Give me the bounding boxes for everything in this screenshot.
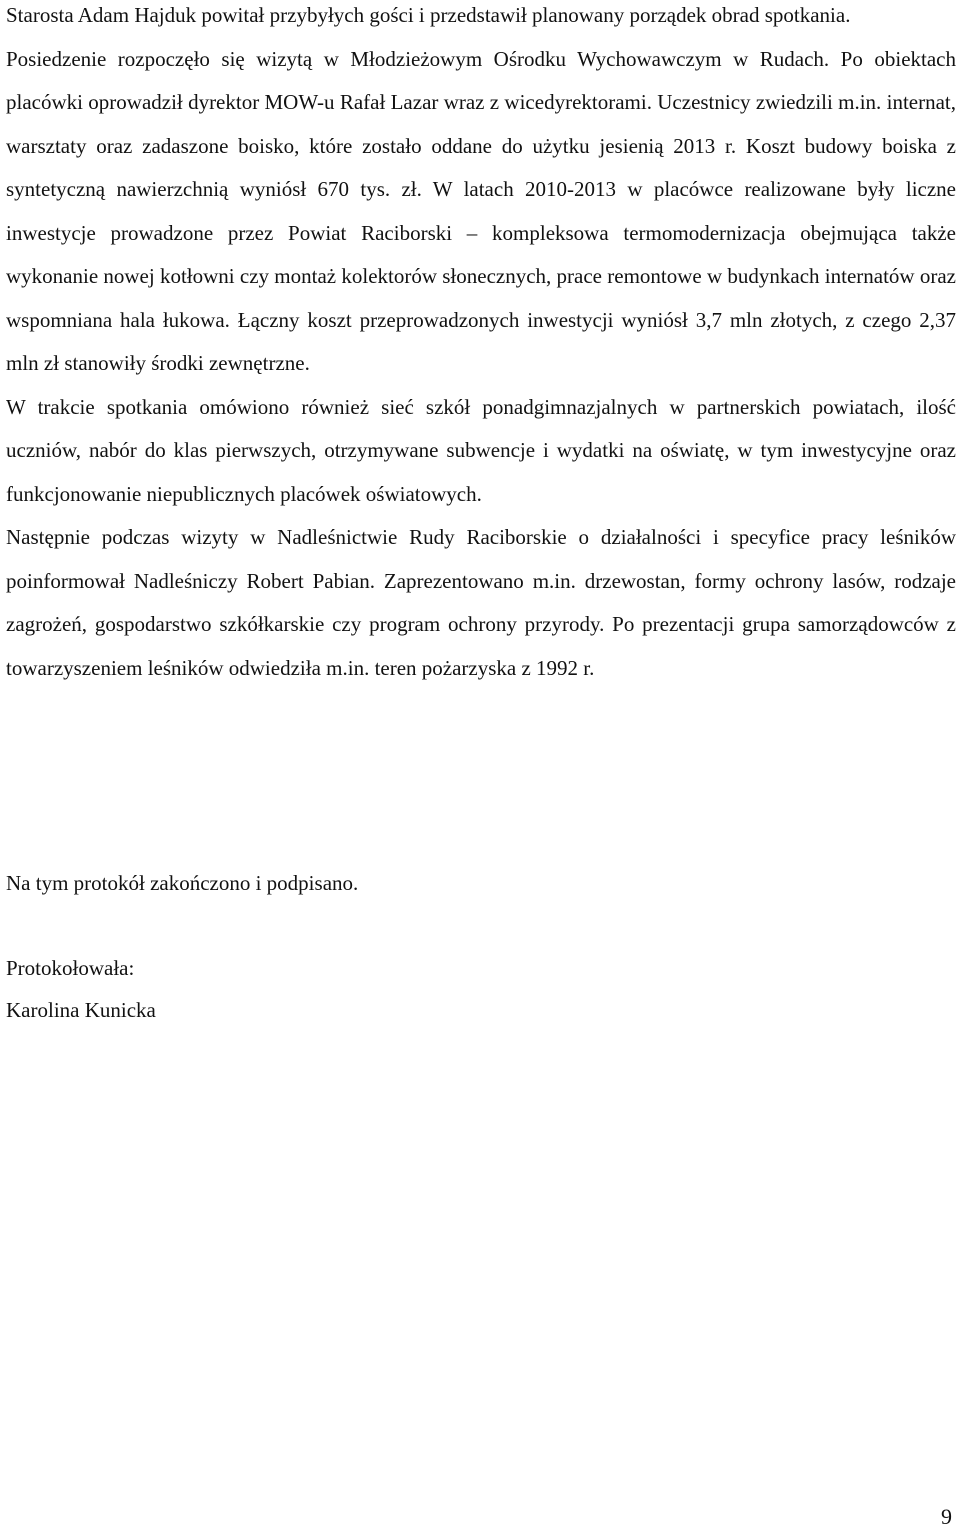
- signature-label: Protokołowała:: [6, 956, 135, 980]
- closing-statement: Na tym protokół zakończono i podpisano.: [6, 871, 359, 895]
- signature-name: Karolina Kunicka: [6, 998, 156, 1022]
- paragraph-opening: Starosta Adam Hajduk powitał przybyłych gości i przedstawił planowany porządek obrad spotkania.: [6, 3, 851, 27]
- page-number: 9: [941, 1504, 952, 1529]
- paragraph-forestry: Następnie podczas wizyty w Nadleśnictwie Rudy Raciborskie o działalności i specyfice pracy leśników poinformował Nadleśniczy Robert Pabian. Zaprezentowano m.in. drzewostan, formy ochrony lasów, rodzaje zagrożeń, gospodarstwo szkółkarskie czy program ochrony przyrody. Po prezentacji grupa samorządowców z towarzyszeniem leśników odwiedziła m.in. teren pożarzyska z 1992 r.: [6, 525, 956, 680]
- document-body: [6, 0, 956, 690]
- paragraph-schools: W trakcie spotkania omówiono również sieć szkół ponadgimnazjalnych w partnerskich powiatach, ilość uczniów, nabór do klas pierwszych, otrzymywane subwencje i wydatki na oświatę, w tym inwestycyjne oraz funkcjonowanie niepublicznych placówek oświatowych.: [6, 394, 956, 506]
- paragraph-mow-visit: Posiedzenie rozpoczęło się wizytą w Młodzieżowym Ośrodku Wychowawczym w Rudach. Po obiektach placówki oprowadził dyrektor MOW-u Rafał Lazar wraz z wicedyrektorami. Uczestnicy zwiedzili m.in. internat, warsztaty oraz zadaszone boisko, które zostało oddane do użytku jesienią 2013 r. Koszt budowy boiska z syntetyczną nawierzchnią wyniósł 670 tys. zł. W latach 2010-2013 w placówce realizowane były liczne inwestycje prowadzone przez Powiat Raciborski – kompleksowa termomodernizacja obejmująca także wykonanie nowej kotłowni czy montaż kolektorów słonecznych, prace remontowe w budynkach internatów oraz wspomniana hala łukowa. Łączny koszt przeprowadzonych inwestycji wyniósł 3,7 mln złotych, z czego 2,37 mln zł stanowiły środki zewnętrzne.: [6, 46, 956, 375]
